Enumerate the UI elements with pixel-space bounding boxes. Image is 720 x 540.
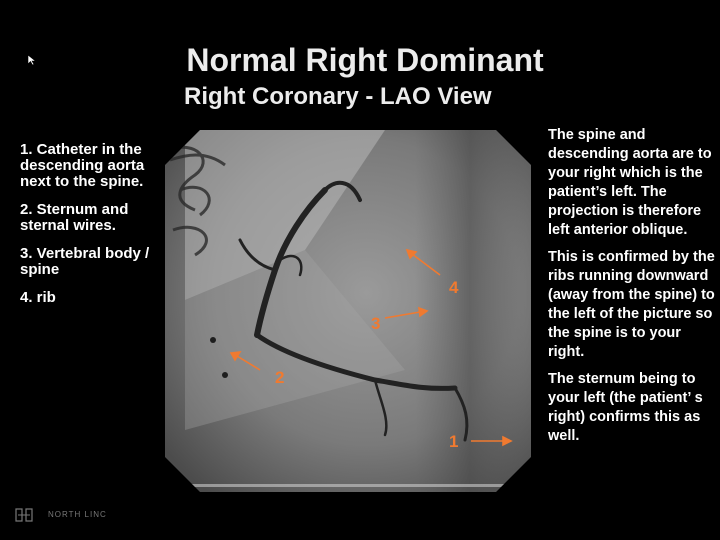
note-spine-position: The spine and descending aorta are to your right which is the patient’s left. The projection is therefore left anterior oblique. (548, 127, 712, 238)
legend-item-sternum: 2. Sternum and sternal wires. (20, 201, 129, 234)
arrow-label-2: 2 (275, 368, 285, 387)
explanation-notes (548, 126, 720, 454)
structure-legend (20, 142, 170, 318)
note-sternum-position: The sternum being to your left (the patient’ s right) confirms this as well. (548, 371, 703, 444)
arrow-label-1: 1 (449, 432, 459, 451)
logo-text: NORTH LINC (48, 510, 107, 519)
angiogram-image (165, 130, 531, 492)
legend-item-vertebral-body: 3. Vertebral body / spine (20, 245, 150, 278)
note-ribs-direction: This is confirmed by the ribs running downward (away from the spine) to the left of the picture so the spine is to your right. (548, 249, 715, 360)
slide-title: Normal Right Dominant (186, 42, 544, 78)
slide-subtitle: Right Coronary - LAO View (184, 83, 492, 110)
legend-item-catheter: 1. Catheter in the descending aorta next to the spine. (20, 141, 145, 190)
legend-item-rib: 4. rib (20, 289, 56, 306)
arrow-label-3: 3 (371, 314, 381, 333)
arrow-label-4: 4 (449, 278, 459, 297)
